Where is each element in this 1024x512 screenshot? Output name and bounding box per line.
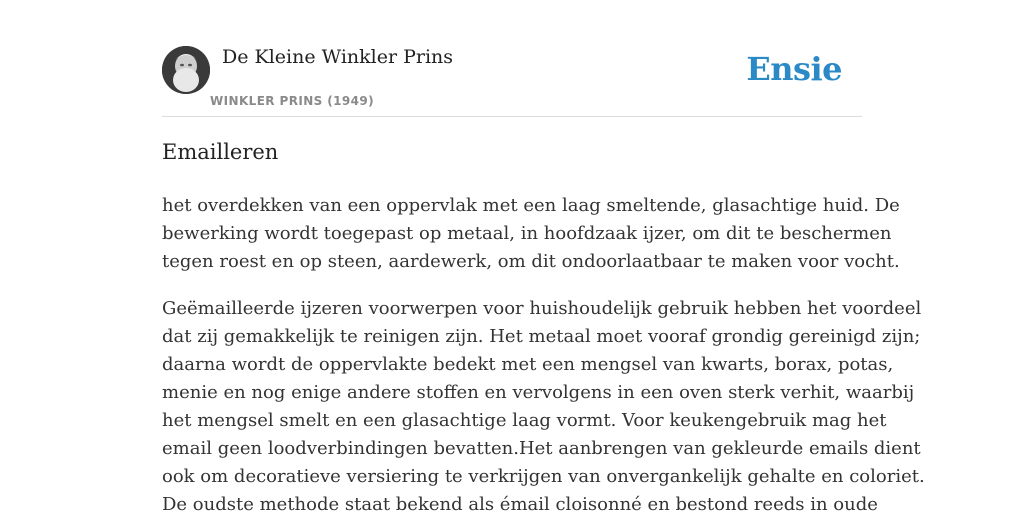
article-body [162,192,925,512]
paragraph-line: tegen roest en op steen, aardewerk, om dit ondoorlaatbaar te maken voor vocht. [162,251,900,272]
article-paragraph [162,295,925,512]
author-avatar[interactable] [162,46,210,94]
paragraph-line: dat zij gemakkelijk te reinigen zijn. Het metaal moet vooraf grondig gereinigd zijn; [162,326,921,347]
paragraph-line: ook om decoratieve versiering te verkrijgen van onvergankelijk gehalte en coloriet. [162,466,925,487]
paragraph-line: email geen loodverbindingen bevatten.Het aanbrengen van gekleurde emails dient [162,438,921,459]
paragraph-line: menie en nog enige andere stoffen en vervolgens in een oven sterk verhit, waarbij [162,382,915,403]
source-header [162,46,862,117]
paragraph-line: bewerking wordt toegepast op metaal, in hoofdzaak ijzer, om dit te beschermen [162,223,892,244]
paragraph-line: het overdekken van een oppervlak met een laag smeltende, glasachtige huid. De [162,195,900,216]
article-title: Emailleren [162,140,279,164]
article-paragraph [162,192,900,276]
source-title[interactable]: De Kleine Winkler Prins [222,46,454,68]
author-portrait-image [162,46,210,94]
paragraph-line: Geëmailleerde ijzeren voorwerpen voor huishoudelijk gebruik hebben het voordeel [162,298,922,319]
paragraph-line: De oudste methode staat bekend als émail cloisonné en bestond reeds in oude [162,494,878,512]
paragraph-line: het mengsel smelt en een glasachtige laag vormt. Voor keukengebruik mag het [162,410,887,431]
brand-logo[interactable]: Ensie [746,50,842,88]
paragraph-line: daarna wordt de oppervlakte bedekt met een mengsel van kwarts, borax, potas, [162,354,894,375]
source-subtitle: WINKLER PRINS (1949) [210,94,375,108]
